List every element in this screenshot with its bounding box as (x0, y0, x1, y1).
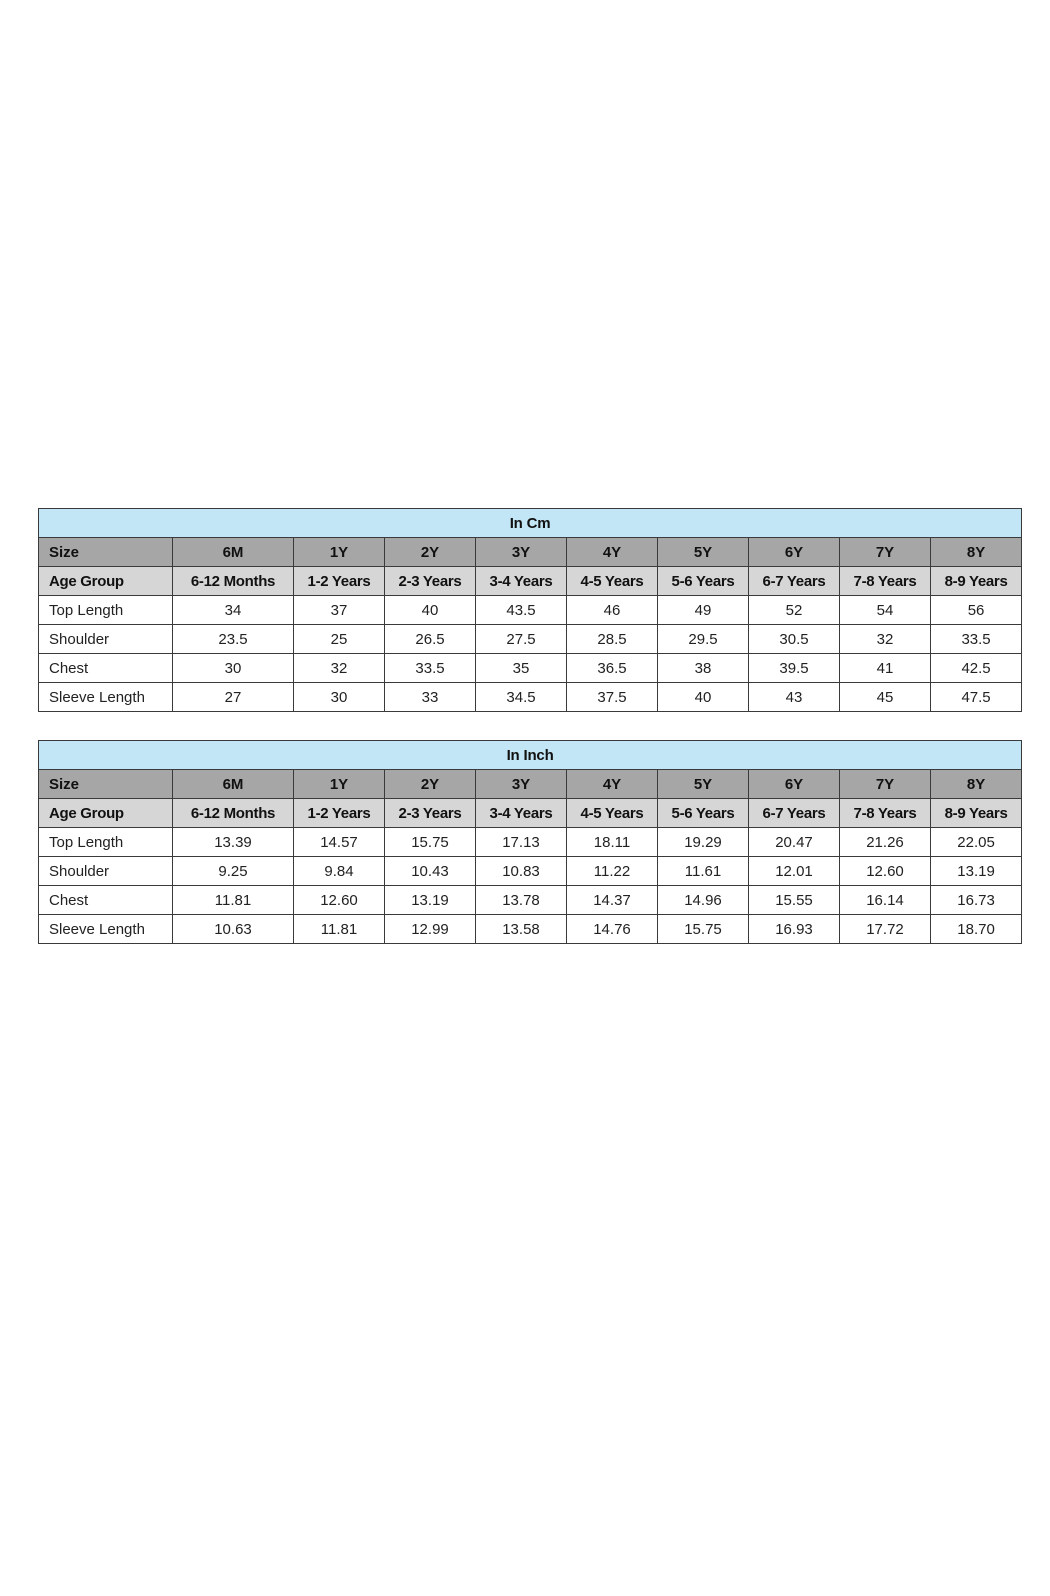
table-cell: 32 (294, 654, 385, 683)
table-cell: 39.5 (749, 654, 840, 683)
age-group-cell: 8-9 Years (931, 799, 1022, 828)
row-label: Top Length (39, 828, 173, 857)
age-group-cell: 7-8 Years (840, 799, 931, 828)
table-cell: 19.29 (658, 828, 749, 857)
size-header-cell: 7Y (840, 538, 931, 567)
table-cell: 37.5 (567, 683, 658, 712)
table-cell: 15.75 (658, 915, 749, 944)
table-cell: 46 (567, 596, 658, 625)
table-cell: 43.5 (476, 596, 567, 625)
table-cell: 56 (931, 596, 1022, 625)
table-cell: 10.63 (173, 915, 294, 944)
table-cell: 12.60 (294, 886, 385, 915)
size-header-cell: 3Y (476, 770, 567, 799)
table-cell: 9.84 (294, 857, 385, 886)
table-cell: 30 (173, 654, 294, 683)
row-label: Shoulder (39, 625, 173, 654)
table-cell: 20.47 (749, 828, 840, 857)
table-row (39, 915, 1022, 944)
row-label: Sleeve Length (39, 915, 173, 944)
table-row (39, 828, 1022, 857)
table-cell: 27.5 (476, 625, 567, 654)
age-group-cell: 3-4 Years (476, 799, 567, 828)
table-cell: 34.5 (476, 683, 567, 712)
table-cell: 15.75 (385, 828, 476, 857)
size-header-cell: 5Y (658, 538, 749, 567)
table-cell: 9.25 (173, 857, 294, 886)
table-cell: 41 (840, 654, 931, 683)
table-title: In Inch (39, 741, 1022, 770)
table-cell: 40 (385, 596, 476, 625)
table-cell: 36.5 (567, 654, 658, 683)
age-group-cell: 6-7 Years (749, 799, 840, 828)
table-cell: 15.55 (749, 886, 840, 915)
size-header-cell: 6Y (749, 770, 840, 799)
table-row (39, 886, 1022, 915)
age-group-row-label: Age Group (39, 567, 173, 596)
table-cell: 52 (749, 596, 840, 625)
table-cell: 12.60 (840, 857, 931, 886)
table-cell: 54 (840, 596, 931, 625)
table-cell: 30 (294, 683, 385, 712)
table-cell: 11.81 (294, 915, 385, 944)
size-row-label: Size (39, 770, 173, 799)
table-cell: 21.26 (840, 828, 931, 857)
table-cell: 10.83 (476, 857, 567, 886)
age-group-cell: 1-2 Years (294, 799, 385, 828)
table-cell: 33.5 (385, 654, 476, 683)
table-cell: 13.58 (476, 915, 567, 944)
age-group-cell: 5-6 Years (658, 799, 749, 828)
size-chart-inch-table (38, 740, 1022, 944)
table-cell: 14.76 (567, 915, 658, 944)
table-cell: 14.37 (567, 886, 658, 915)
table-row (39, 654, 1022, 683)
table-cell: 26.5 (385, 625, 476, 654)
row-label: Chest (39, 654, 173, 683)
row-label: Top Length (39, 596, 173, 625)
table-cell: 11.81 (173, 886, 294, 915)
table-cell: 38 (658, 654, 749, 683)
table-cell: 35 (476, 654, 567, 683)
age-group-cell: 5-6 Years (658, 567, 749, 596)
table-cell: 18.70 (931, 915, 1022, 944)
table-cell: 11.22 (567, 857, 658, 886)
size-header-cell: 2Y (385, 538, 476, 567)
table-row (39, 857, 1022, 886)
size-header-cell: 2Y (385, 770, 476, 799)
table-cell: 32 (840, 625, 931, 654)
table-cell: 22.05 (931, 828, 1022, 857)
table-cell: 17.72 (840, 915, 931, 944)
table-cell: 12.01 (749, 857, 840, 886)
size-header-cell: 8Y (931, 538, 1022, 567)
age-group-cell: 3-4 Years (476, 567, 567, 596)
table-cell: 13.19 (931, 857, 1022, 886)
table-cell: 33.5 (931, 625, 1022, 654)
age-group-cell: 4-5 Years (567, 567, 658, 596)
table-cell: 13.19 (385, 886, 476, 915)
table-cell: 27 (173, 683, 294, 712)
table-row (39, 596, 1022, 625)
table-cell: 29.5 (658, 625, 749, 654)
table-cell: 23.5 (173, 625, 294, 654)
size-row-label: Size (39, 538, 173, 567)
age-group-cell: 2-3 Years (385, 567, 476, 596)
age-group-row (39, 799, 1022, 828)
age-group-cell: 6-12 Months (173, 567, 294, 596)
table-row (39, 625, 1022, 654)
age-group-cell: 8-9 Years (931, 567, 1022, 596)
size-header-cell: 8Y (931, 770, 1022, 799)
table-cell: 47.5 (931, 683, 1022, 712)
size-header-cell: 1Y (294, 538, 385, 567)
table-cell: 17.13 (476, 828, 567, 857)
size-header-cell: 6M (173, 770, 294, 799)
row-label: Sleeve Length (39, 683, 173, 712)
table-cell: 16.73 (931, 886, 1022, 915)
age-group-row (39, 567, 1022, 596)
table-cell: 30.5 (749, 625, 840, 654)
table-cell: 28.5 (567, 625, 658, 654)
age-group-cell: 4-5 Years (567, 799, 658, 828)
table-cell: 16.14 (840, 886, 931, 915)
size-header-cell: 4Y (567, 770, 658, 799)
age-group-row-label: Age Group (39, 799, 173, 828)
table-cell: 40 (658, 683, 749, 712)
table-cell: 11.61 (658, 857, 749, 886)
table-cell: 49 (658, 596, 749, 625)
size-header-cell: 6Y (749, 538, 840, 567)
size-header-cell: 3Y (476, 538, 567, 567)
table-cell: 37 (294, 596, 385, 625)
size-header-row (39, 770, 1022, 799)
table-cell: 25 (294, 625, 385, 654)
size-header-cell: 6M (173, 538, 294, 567)
table-title-row (39, 741, 1022, 770)
age-group-cell: 7-8 Years (840, 567, 931, 596)
row-label: Chest (39, 886, 173, 915)
table-cell: 14.96 (658, 886, 749, 915)
table-cell: 16.93 (749, 915, 840, 944)
table-cell: 33 (385, 683, 476, 712)
table-cell: 18.11 (567, 828, 658, 857)
size-chart-cm-table (38, 508, 1022, 712)
table-cell: 14.57 (294, 828, 385, 857)
row-label: Shoulder (39, 857, 173, 886)
age-group-cell: 6-12 Months (173, 799, 294, 828)
age-group-cell: 2-3 Years (385, 799, 476, 828)
table-cell: 34 (173, 596, 294, 625)
table-cell: 43 (749, 683, 840, 712)
table-cell: 10.43 (385, 857, 476, 886)
table-title-row (39, 509, 1022, 538)
table-cell: 45 (840, 683, 931, 712)
table-title: In Cm (39, 509, 1022, 538)
size-header-row (39, 538, 1022, 567)
size-header-cell: 1Y (294, 770, 385, 799)
size-header-cell: 7Y (840, 770, 931, 799)
age-group-cell: 6-7 Years (749, 567, 840, 596)
table-cell: 13.78 (476, 886, 567, 915)
table-cell: 13.39 (173, 828, 294, 857)
size-header-cell: 5Y (658, 770, 749, 799)
table-row (39, 683, 1022, 712)
table-cell: 12.99 (385, 915, 476, 944)
age-group-cell: 1-2 Years (294, 567, 385, 596)
size-header-cell: 4Y (567, 538, 658, 567)
table-cell: 42.5 (931, 654, 1022, 683)
